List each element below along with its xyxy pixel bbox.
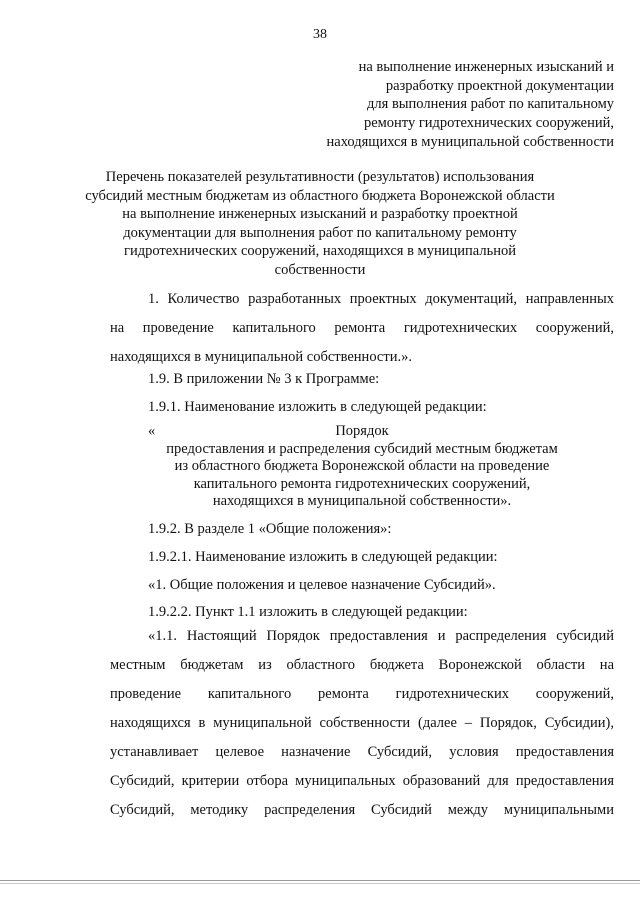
paragraph-line: находящихся в муниципальной собственности.». [110,349,412,365]
appendix-reference [274,58,614,152]
paragraph-line: устанавливает целевое назначение Субсидий, условия предоставления [110,744,614,760]
paragraph-1-9-1: 1.9.1. Наименование изложить в следующей редакции: [148,399,487,415]
paragraph-line: находящихся в муниципальной собственности (далее – Порядок, Субсидии), [110,715,614,731]
order-title-line: из областного бюджета Воронежской области на проведение [174,458,550,475]
order-title-line: предоставления и распределения субсидий местным бюджетам [166,440,558,457]
paragraph-line: проведение капитального ремонта гидротехнических сооружений, [110,686,614,702]
appendix-ref-line: на выполнение инженерных изысканий и [358,59,614,75]
paragraph-line: 1. Количество разработанных проектных документаций, направленных [148,291,614,307]
order-heading [110,423,614,511]
title-line: гидротехнических сооружений, находящихся в муниципальной [124,243,516,260]
paragraph-line: местным бюджетам из областного бюджета Воронежской области на [110,657,614,673]
paragraph-line: Субсидий, критерии отбора муниципальных образований для предоставления [110,773,614,789]
appendix-ref-line: для выполнения работ по капитальному [367,96,614,113]
title-line: на выполнение инженерных изысканий и разработку проектной [122,206,518,223]
appendix-ref-line: ремонту гидротехнических сооружений, [363,115,614,132]
page-bottom-edge [0,880,640,881]
order-title-line: капитального ремонта гидротехнических сооружений, [193,475,531,492]
paragraph-line: Субсидий, методику распределения Субсидий между муниципальными [110,802,614,818]
title-line: документации для выполнения работ по капитальному ремонту [123,224,517,241]
paragraph-1-9-2-1: 1.9.2.1. Наименование изложить в следующей редакции: [148,549,498,565]
paragraph-1-9: 1.9. В приложении № 3 к Программе: [148,371,380,387]
paragraph-1-9-2-2: 1.9.2.2. Пункт 1.1 изложить в следующей редакции: [148,604,468,620]
order-title: Порядок [335,423,389,439]
paragraph-line: на проведение капитального ремонта гидротехнических сооружений, [110,320,614,336]
page-bottom-edge [0,883,640,884]
indicators-list-title [60,168,580,280]
page-number: 38 [313,27,327,42]
clause-1-1 [110,627,614,830]
section-1-title: «1. Общие положения и целевое назначение Субсидий». [148,577,496,593]
indicator-item-1 [110,290,614,377]
title-line: Перечень показателей результативности (результатов) использования [105,169,535,185]
appendix-ref-line: находящихся в муниципальной собственности [326,133,614,150]
opening-quote: « [148,423,156,439]
paragraph-1-9-2: 1.9.2. В разделе 1 «Общие положения»: [148,521,392,537]
title-line: собственности [274,261,366,278]
appendix-ref-line: разработку проектной документации [385,77,614,94]
order-title-line: находящихся в муниципальной собственности». [212,493,512,510]
title-line: субсидий местным бюджетам из областного бюджета Воронежской области [85,187,555,204]
paragraph-line: «1.1. Настоящий Порядок предоставления и распределения субсидий [148,628,614,644]
